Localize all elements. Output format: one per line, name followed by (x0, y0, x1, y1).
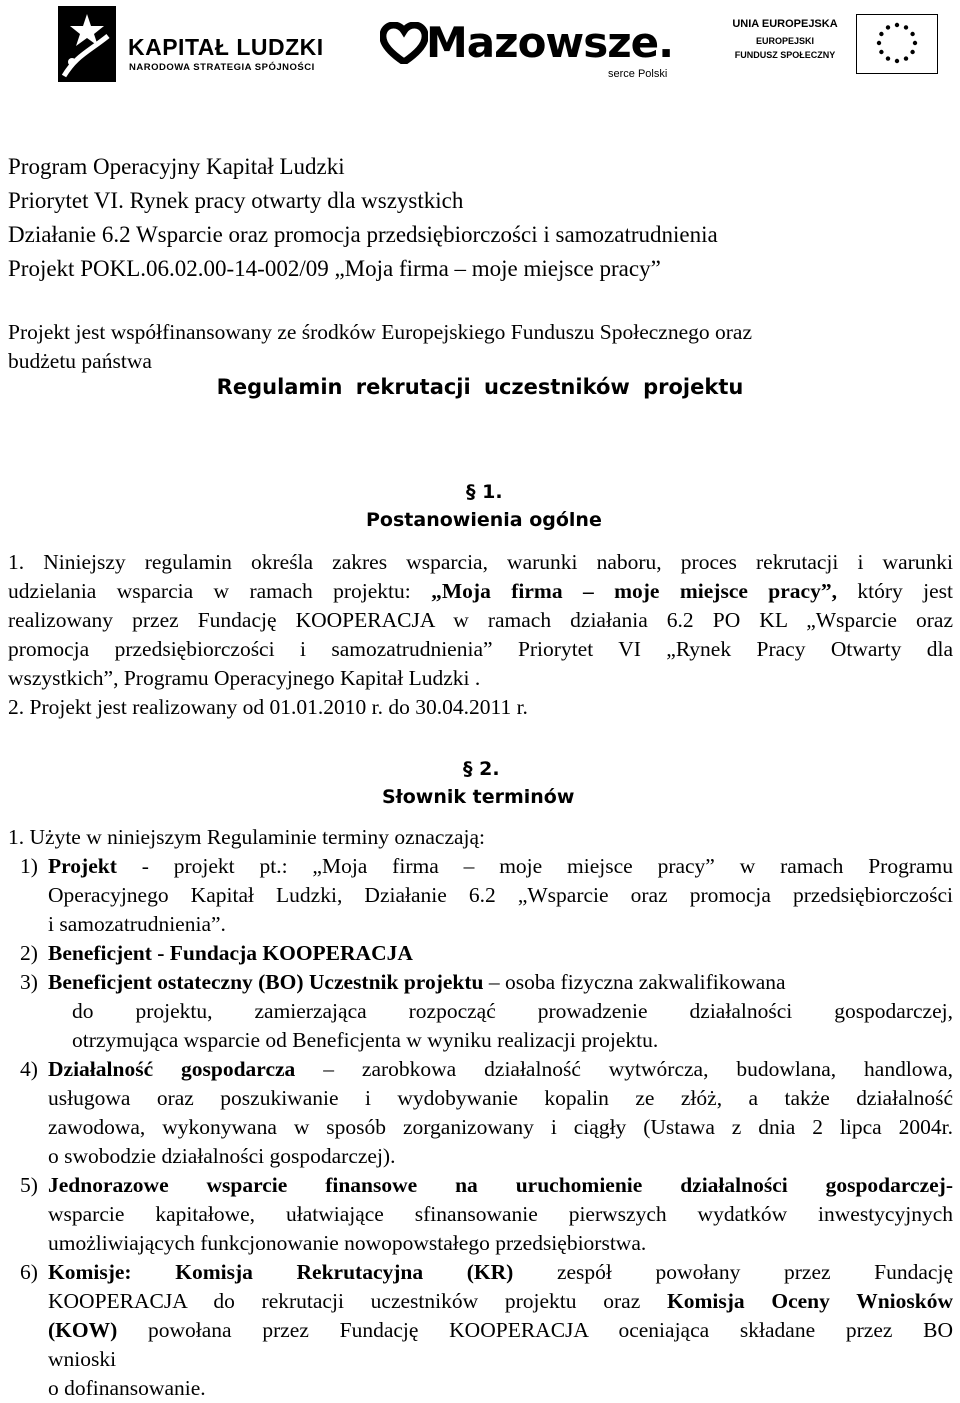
s1p1-line-2-text: udzielania wsparcia w ramach projektu: (8, 579, 432, 603)
program-header (8, 150, 953, 286)
item-number: 3) (20, 970, 38, 994)
s1p1-line-4: promocja przedsiębiorczości i samozatrudnienia” Priorytet VI „Rynek Pracy Otwarty dla (8, 637, 953, 661)
mazowsze-heart-icon (380, 22, 428, 64)
ue-line-2: EUROPEJSKI (755, 36, 815, 46)
definition-term: Komisje: Komisja Rekrutacyjna (KR) (48, 1260, 514, 1284)
definition-item-2 (8, 939, 953, 968)
definition-item-5 (8, 1171, 953, 1258)
unia-europejska-logo (730, 14, 950, 78)
definition-term: Działalność gospodarcza (48, 1057, 296, 1081)
definition-text: o swobodzie działalności gospodarczej). (48, 1144, 396, 1168)
header-line-3: Działanie 6.2 Wsparcie oraz promocja przedsiębiorczości i samozatrudnienia (8, 222, 718, 247)
document-title: Regulamin rekrutacji uczestników projektu (216, 375, 744, 399)
definition-item-3 (8, 968, 953, 1055)
definitions-list (8, 823, 953, 1403)
definition-text: zawodowa, wykonywana w sposób zorganizowany i ciągły (Ustawa z dnia 2 lipca 2004r. (48, 1115, 953, 1139)
s1p1-line-3: realizowany przez Fundację KOOPERACJA w ramach działania 6.2 PO KL „Wsparcie oraz (8, 608, 953, 632)
section-1-title: Postanowienia ogólne (366, 509, 602, 531)
definition-term: Jednorazowe wsparcie finansowe na uruchomienie działalności gospodarczej- (48, 1173, 953, 1197)
definition-item-6 (8, 1258, 953, 1403)
section-1-paragraph-1 (8, 548, 953, 722)
item-number: 1) (20, 854, 38, 878)
definition-text: do projektu, zamierzająca rozpocząć prowadzenie działalności gospodarczej, (72, 999, 953, 1023)
definition-term: Beneficjent - Fundacja KOOPERACJA (48, 941, 413, 965)
kapital-ludzki-logo (58, 6, 338, 82)
definition-item-1 (8, 852, 953, 939)
section-1-number: § 1. (466, 481, 503, 503)
section-2-number: § 2. (463, 758, 500, 780)
project-name-bold: „Moja firma – moje miejsce pracy”, (431, 579, 837, 603)
header-line-1: Program Operacyjny Kapitał Ludzki (8, 154, 345, 179)
item-number: 4) (20, 1057, 38, 1081)
kapital-ludzki-subtitle: NARODOWA STRATEGIA SPÓJNOŚCI (129, 62, 315, 73)
item-number: 2) (20, 941, 38, 965)
definition-term: Projekt (48, 854, 117, 878)
definition-text: otrzymująca wsparcie od Beneficjenta w wyniku realizacji projektu. (72, 1028, 659, 1052)
cofinancing-note (8, 318, 953, 376)
definition-text: KOOPERACJA do rekrutacji uczestników projektu oraz (48, 1289, 667, 1313)
eu-flag-icon (856, 14, 938, 74)
definition-text: – osoba fizyczna zakwalifikowana (483, 970, 786, 994)
ue-line-3: FUNDUSZ SPOŁECZNY (734, 50, 836, 60)
mazowsze-subtitle: serce Polski (608, 68, 668, 80)
cofinancing-line-1: Projekt jest współfinansowany ze środków Europejskiego Funduszu Społecznego oraz (8, 320, 752, 344)
s1p1-line-5: wszystkich”, Programu Operacyjnego Kapitał Ludzki . (8, 666, 481, 690)
s1p1-line-2-tail: który jest (836, 579, 953, 603)
logo-bar (0, 0, 960, 100)
definition-text: i samozatrudnienia”. (48, 912, 226, 936)
header-line-4: Projekt POKL.06.02.00-14-002/09 „Moja firma – moje miejsce pracy” (8, 256, 661, 281)
definition-term: (KOW) (48, 1318, 118, 1342)
definition-text: Operacyjnego Kapitał Ludzki, Działanie 6.2 „Wsparcie oraz promocja przedsiębiorczości (48, 883, 953, 907)
definition-text: powołana przez Fundację KOOPERACJA oceniająca składane przez BO (117, 1318, 953, 1342)
definition-term: Komisja Oceny Wniosków (666, 1289, 953, 1313)
mazowsze-title: Mazowsze. (426, 18, 674, 67)
section-1-paragraph-2: 2. Projekt jest realizowany od 01.01.2010 r. do 30.04.2011 r. (8, 695, 528, 719)
definition-text: usługowa oraz poszukiwanie i wydobywanie kopalin ze złóż, a także działalność (48, 1086, 953, 1110)
definition-term: Beneficjent ostateczny (BO) Uczestnik projektu (48, 970, 484, 994)
definition-text: wnioski (48, 1347, 117, 1371)
ue-line-1: UNIA EUROPEJSKA (732, 18, 838, 30)
item-number: 6) (20, 1260, 38, 1284)
definition-text: - projekt pt.: „Moja firma – moje miejsce pracy” w ramach Programu (116, 854, 953, 878)
mazowsze-logo (380, 10, 680, 82)
definition-text: wsparcie kapitałowe, ułatwiające sfinansowanie pierwszych wydatków inwestycyjnych (48, 1202, 953, 1226)
definition-text: – zarobkowa działalność wytwórcza, budowlana, handlowa, (295, 1057, 953, 1081)
definition-text: o dofinansowanie. (48, 1376, 206, 1400)
definition-item-4 (8, 1055, 953, 1171)
s1p1-line-1: 1. Niniejszy regulamin określa zakres wsparcia, warunki naboru, proces rekrutacji i warunki (8, 550, 953, 574)
s1p1-line-2 (8, 577, 953, 606)
kapital-ludzki-mark-icon (58, 6, 116, 82)
definition-text: umożliwiających funkcjonowanie nowopowstałego przedsiębiorstwa. (48, 1231, 647, 1255)
kapital-ludzki-title: KAPITAŁ LUDZKI (128, 34, 324, 60)
definition-text: zespół powołany przez Fundację (513, 1260, 953, 1284)
item-number: 5) (20, 1173, 38, 1197)
header-line-2: Priorytet VI. Rynek pracy otwarty dla wszystkich (8, 188, 464, 213)
cofinancing-line-2: budżetu państwa (8, 349, 152, 373)
definitions-intro: 1. Użyte w niniejszym Regulaminie terminy oznaczają: (8, 825, 486, 849)
section-2-title: Słownik terminów (382, 786, 575, 808)
